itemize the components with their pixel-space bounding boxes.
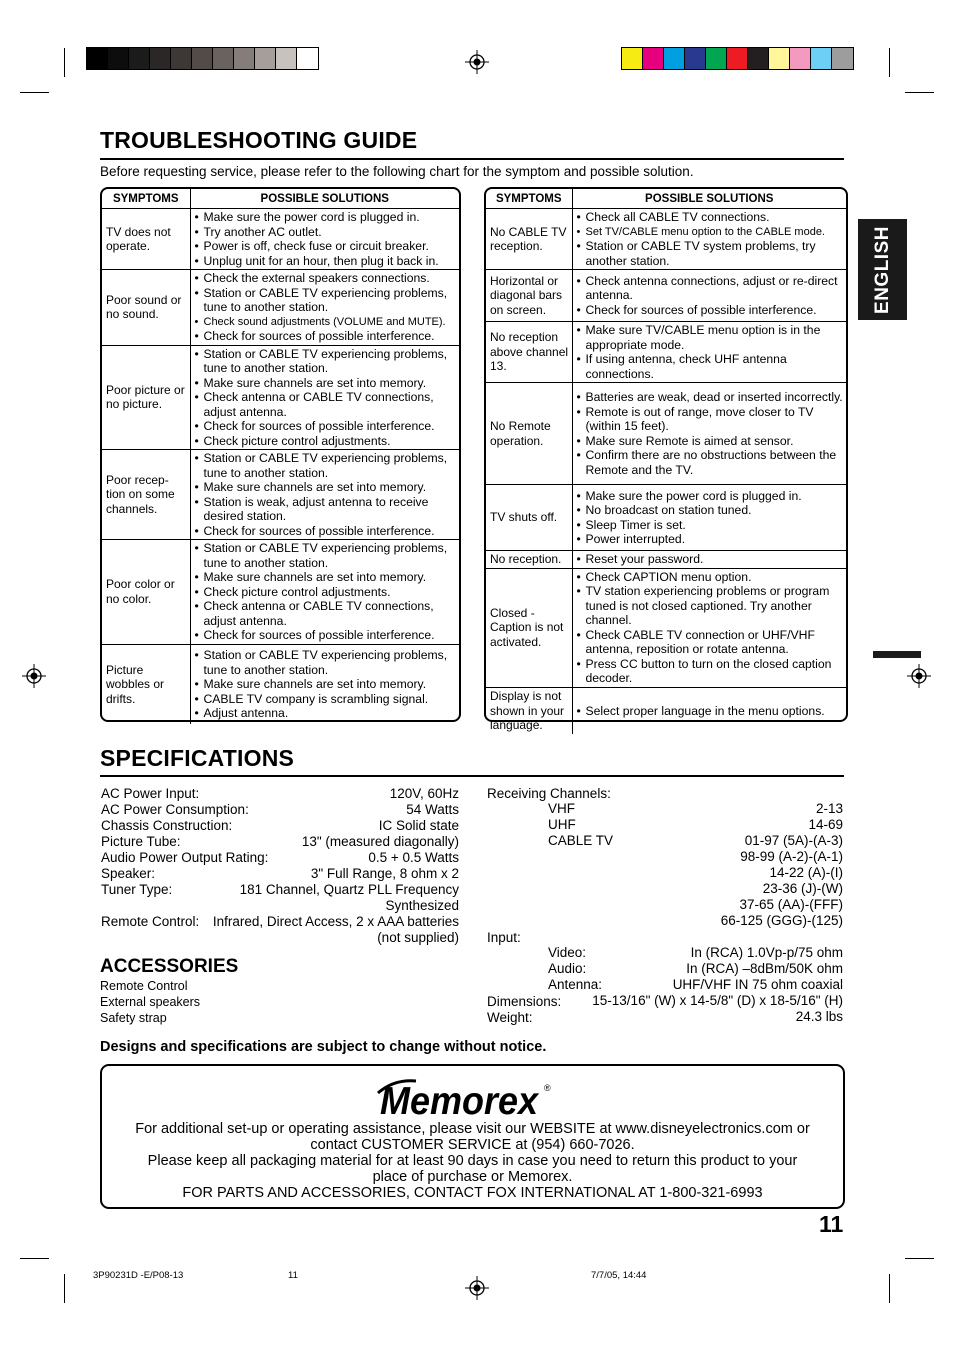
solution-item: • Station or CABLE TV experiencing problems, tune to another station. (194, 347, 458, 376)
crop-mark (889, 1274, 890, 1303)
spec-row (101, 786, 459, 802)
intro-text: Before requesting service, please refer to the following chart for the symptom and possible solution. (100, 164, 694, 179)
color-swatch (622, 48, 643, 69)
crop-mark (20, 92, 49, 93)
solution-item: • Make sure channels are set into memory. (194, 677, 458, 692)
registration-mark-icon (22, 664, 46, 688)
specifications-rule (100, 775, 844, 777)
solution-item: • Check for sources of possible interference. (194, 419, 458, 434)
spec-value: (not supplied) (377, 930, 459, 945)
solution-item: • Check sound adjustments (VOLUME and MUTE). (194, 315, 458, 330)
memorex-logo (376, 1073, 576, 1123)
table-row (102, 450, 459, 540)
solution-item: • Check antenna connections, adjust or re-direct antenna. (576, 274, 845, 303)
symptom-cell: No reception. (486, 551, 572, 569)
symptom-cell: Display is not shown in your language. (486, 687, 572, 734)
color-swatch (234, 48, 255, 69)
spec-label: AC Power Consumption: (101, 802, 249, 817)
solution-item: • Batteries are weak, dead or inserted incorrectly. (576, 390, 845, 405)
spec-label: Tuner Type: (101, 882, 173, 897)
solution-item: • No broadcast on station tuned. (576, 503, 845, 518)
color-swatch (255, 48, 276, 69)
solution-item: • Station or CABLE TV experiencing problems, tune to another station. (194, 648, 458, 677)
registration-mark-icon (465, 50, 489, 74)
spec-label: Video: (548, 945, 587, 960)
symptom-cell: Poor recep-tion on some channels. (102, 450, 190, 540)
solution-item: • Station or CABLE TV system problems, try another station. (576, 239, 845, 268)
spec-label: VHF (548, 801, 575, 816)
solutions-cell (572, 687, 846, 734)
spec-row (101, 930, 459, 946)
solution-item: • Make sure Remote is aimed at sensor. (576, 434, 845, 449)
spec-label: Picture Tube: (101, 834, 181, 849)
solutions-cell (572, 383, 846, 485)
solution-item: • Remote is out of range, move closer to TV (within 15 feet). (576, 405, 845, 434)
solution-item: • Make sure the power cord is plugged in. (194, 210, 458, 225)
solution-item: • Check for sources of possible interference. (576, 303, 845, 318)
spec-value: Synthesized (385, 898, 459, 913)
spec-row (101, 914, 459, 930)
title-rule (100, 158, 844, 160)
spec-value: 120V, 60Hz (389, 786, 459, 801)
solution-item: • Sleep Timer is set. (576, 518, 845, 533)
solution-item: • Make sure channels are set into memory. (194, 480, 458, 495)
table-row (486, 485, 846, 551)
solutions-cell (190, 345, 459, 450)
table-row (486, 568, 846, 687)
spec-label: CABLE TV (548, 833, 614, 848)
registration-mark-icon (465, 1276, 489, 1300)
symptom-cell: Poor sound or no sound. (102, 270, 190, 346)
spec-row (101, 850, 459, 866)
color-swatch (129, 48, 150, 69)
crop-mark (905, 92, 934, 93)
solution-item: • Station or CABLE TV experiencing problems, tune to another station. (194, 541, 458, 570)
spec-value: 14-22 (A)-(I) (769, 865, 843, 880)
solution-item: • Check CABLE TV connection or UHF/VHF antenna, reposition or rotate antenna. (576, 628, 845, 657)
spec-value: Infrared, Direct Access, 2 x AAA batteries (212, 914, 459, 929)
brand-info-line: Please keep all packaging material for at least 90 days in case you need to return this product to your (147, 1153, 798, 1169)
symptom-cell: Horizontal or diagonal bars on screen. (486, 270, 572, 322)
spec-row (101, 882, 459, 898)
side-bar-marker (873, 651, 921, 658)
solution-item: • TV station experiencing problems or program tuned is not closed captioned. Try another channel. (576, 584, 845, 628)
color-swatch (276, 48, 297, 69)
color-swatch (748, 48, 769, 69)
color-swatch (664, 48, 685, 69)
solutions-cell (572, 485, 846, 551)
spec-row (101, 834, 459, 850)
table-row (486, 270, 846, 322)
color-swatch (832, 48, 853, 69)
spec-label: Receiving Channels: (487, 786, 611, 801)
color-swatch (87, 48, 108, 69)
color-swatch (685, 48, 706, 69)
spec-label: Weight: (487, 1010, 533, 1025)
troubleshooting-table-left (100, 187, 461, 722)
solution-item: • CABLE TV company is scrambling signal. (194, 692, 458, 707)
solution-item: • Make sure channels are set into memory. (194, 570, 458, 585)
crop-mark (20, 1258, 49, 1259)
footer-code: 3P90231D -E/P08-13 (93, 1270, 184, 1281)
solutions-cell (572, 209, 846, 270)
symptom-cell: TV does not operate. (102, 209, 190, 270)
color-swatch (811, 48, 832, 69)
solutions-cell (572, 270, 846, 322)
spec-value: In (RCA) 1.0Vp-p/75 ohm (690, 945, 843, 960)
table-row (486, 687, 846, 734)
solutions-cell (190, 270, 459, 346)
spec-value: 15-13/16" (W) x 14-5/8" (D) x 18-5/16" (H) (592, 993, 843, 1008)
accessory-item: External speakers (100, 995, 201, 1009)
solution-item: • Station is weak, adjust antenna to receive desired station. (194, 495, 458, 524)
table-row (102, 209, 459, 270)
color-swatch (213, 48, 234, 69)
color-swatch (297, 48, 318, 69)
brand-info-line: place of purchase or Memorex. (372, 1169, 573, 1185)
solution-item: • If using antenna, check UHF antenna connections. (576, 352, 845, 381)
column-header-symptoms: SYMPTOMS (486, 189, 572, 209)
spec-value: 14-69 (808, 817, 843, 832)
solution-item: • Check all CABLE TV connections. (576, 210, 845, 225)
column-header-symptoms: SYMPTOMS (102, 189, 190, 209)
color-swatch (706, 48, 727, 69)
color-swatch (643, 48, 664, 69)
spec-value: 23-36 (J)-(W) (762, 881, 843, 896)
solutions-cell (190, 450, 459, 540)
color-swatch (769, 48, 790, 69)
solution-item: • Reset your password. (576, 552, 845, 567)
spec-label: Chassis Construction: (101, 818, 233, 833)
solution-item: • Unplug unit for an hour, then plug it back in. (194, 254, 458, 269)
solution-item: • Make sure the power cord is plugged in. (576, 489, 845, 504)
solution-item: • Try another AC outlet. (194, 225, 458, 240)
column-header-solutions: POSSIBLE SOLUTIONS (190, 189, 459, 209)
spec-row (101, 898, 459, 914)
specifications-title: SPECIFICATIONS (100, 745, 295, 771)
spec-label: Dimensions: (487, 994, 562, 1009)
solution-item: • Power is off, check fuse or circuit breaker. (194, 239, 458, 254)
symptom-cell: Closed - Caption is not activated. (486, 568, 572, 687)
accessory-item: Remote Control (100, 979, 188, 993)
spec-value: 98-99 (A-2)-(A-1) (740, 849, 843, 864)
language-tab (858, 219, 907, 320)
crop-mark (64, 1274, 65, 1303)
symptom-cell: TV shuts off. (486, 485, 572, 551)
spec-value: 13" (measured diagonally) (301, 834, 459, 849)
footer-date: 7/7/05, 14:44 (591, 1270, 647, 1281)
grayscale-calibration-bar (86, 47, 319, 70)
spec-value: 2-13 (815, 801, 843, 816)
troubleshooting-table-right (484, 187, 848, 732)
brand-info-box (100, 1064, 845, 1209)
solution-item: • Station or CABLE TV experiencing problems, tune to another station. (194, 451, 458, 480)
color-swatch (727, 48, 748, 69)
symptom-cell: No CABLE TV reception. (486, 209, 572, 270)
color-swatch (108, 48, 129, 69)
symptom-cell: Picture wobbles or drifts. (102, 644, 190, 724)
solution-item: • Station or CABLE TV experiencing problems, tune to another station. (194, 286, 458, 315)
solution-item: • Check for sources of possible interference. (194, 524, 458, 539)
color-swatch (790, 48, 811, 69)
color-calibration-bar (621, 47, 854, 70)
spec-value: IC Solid state (378, 818, 459, 833)
brand-info-line: contact CUSTOMER SERVICE at (954) 660-7026. (310, 1137, 635, 1153)
color-swatch (150, 48, 171, 69)
table-row (486, 322, 846, 383)
spec-label: Remote Control: (101, 914, 200, 929)
spec-label: Input: (487, 930, 521, 945)
accessory-item: Safety strap (100, 1011, 167, 1025)
solutions-cell (572, 551, 846, 569)
table-row (102, 270, 459, 346)
crop-mark (889, 48, 890, 77)
color-swatch (171, 48, 192, 69)
crop-mark (64, 48, 65, 77)
symptom-cell: Poor color or no color. (102, 540, 190, 645)
symptom-cell: No Remote operation. (486, 383, 572, 485)
spec-value: 37-65 (AA)-(FFF) (739, 897, 843, 912)
solution-item: • Power interrupted. (576, 532, 845, 547)
solution-item: • Check antenna or CABLE TV connections, adjust antenna. (194, 599, 458, 628)
spec-label: Antenna: (548, 977, 603, 992)
registration-mark-icon (907, 664, 931, 688)
solution-item: • Adjust antenna. (194, 706, 458, 721)
spec-value: In (RCA) –8dBm/50K ohm (686, 961, 843, 976)
svg-text:®: ® (544, 1083, 551, 1093)
table-row (486, 383, 846, 485)
spec-value: 24.3 lbs (795, 1009, 843, 1024)
table-row (102, 345, 459, 450)
solution-item: • Make sure channels are set into memory. (194, 376, 458, 391)
table-row (102, 540, 459, 645)
spec-label: Audio: (548, 961, 587, 976)
solution-item: • Check the external speakers connections. (194, 271, 458, 286)
spec-value: 54 Watts (406, 802, 459, 817)
solution-item: • Check for sources of possible interference. (194, 628, 458, 643)
page-number: 11 (819, 1211, 844, 1237)
page-title: TROUBLESHOOTING GUIDE (100, 127, 418, 153)
spec-row (101, 818, 459, 834)
solution-item: • Set TV/CABLE menu option to the CABLE mode. (576, 225, 845, 240)
change-notice: Designs and specifications are subject to change without notice. (100, 1039, 547, 1055)
solutions-cell (572, 568, 846, 687)
symptom-cell: No reception above channel 13. (486, 322, 572, 383)
solution-item: • Check CAPTION menu option. (576, 570, 845, 585)
solution-item: • Check antenna or CABLE TV connections, adjust antenna. (194, 390, 458, 419)
solution-item: • Check for sources of possible interference. (194, 329, 458, 344)
solutions-cell (190, 540, 459, 645)
brand-info-line: For additional set-up or operating assistance, please visit our WEBSITE at www.disneyelectronics.com or (135, 1121, 810, 1137)
solution-item: • Confirm there are no obstructions between the Remote and the TV. (576, 448, 845, 477)
table-row (486, 209, 846, 270)
solution-item: • Press CC button to turn on the closed caption decoder. (576, 657, 845, 686)
spec-value: 181 Channel, Quartz PLL Frequency (239, 882, 459, 897)
solution-item: • Make sure TV/CABLE menu option is in the appropriate mode. (576, 323, 845, 352)
symptom-cell: Poor picture or no picture. (102, 345, 190, 450)
spec-row (101, 866, 459, 882)
solutions-cell (572, 322, 846, 383)
spec-label: AC Power Input: (101, 786, 200, 801)
table-row (102, 644, 459, 724)
color-swatch (192, 48, 213, 69)
logo-text: Memorex (380, 1078, 539, 1123)
spec-value: 01-97 (5A)-(A-3) (744, 833, 843, 848)
column-header-solutions: POSSIBLE SOLUTIONS (572, 189, 846, 209)
spec-value: 0.5 + 0.5 Watts (368, 850, 459, 865)
crop-mark (905, 1258, 934, 1259)
brand-info-line: FOR PARTS AND ACCESSORIES, CONTACT FOX INTERNATIONAL AT 1-800-321-6993 (182, 1185, 763, 1201)
spec-value: UHF/VHF IN 75 ohm coaxial (672, 977, 843, 992)
solutions-cell (190, 209, 459, 270)
spec-value: 3" Full Range, 8 ohm x 2 (310, 866, 459, 881)
solutions-cell (190, 644, 459, 724)
footer-page: 11 (288, 1270, 298, 1281)
language-tab-label: ENGLISH (871, 225, 893, 314)
spec-value: 66-125 (GGG)-(125) (720, 913, 843, 928)
solution-item: • Check picture control adjustments. (194, 585, 458, 600)
spec-row (101, 802, 459, 818)
solution-item: • Check picture control adjustments. (194, 434, 458, 449)
accessories-title: ACCESSORIES (100, 956, 239, 977)
spec-label: Audio Power Output Rating: (101, 850, 269, 865)
solution-item: • Select proper language in the menu options. (576, 704, 845, 719)
spec-label: Speaker: (101, 866, 156, 881)
spec-label: UHF (548, 817, 576, 832)
table-row (486, 551, 846, 569)
